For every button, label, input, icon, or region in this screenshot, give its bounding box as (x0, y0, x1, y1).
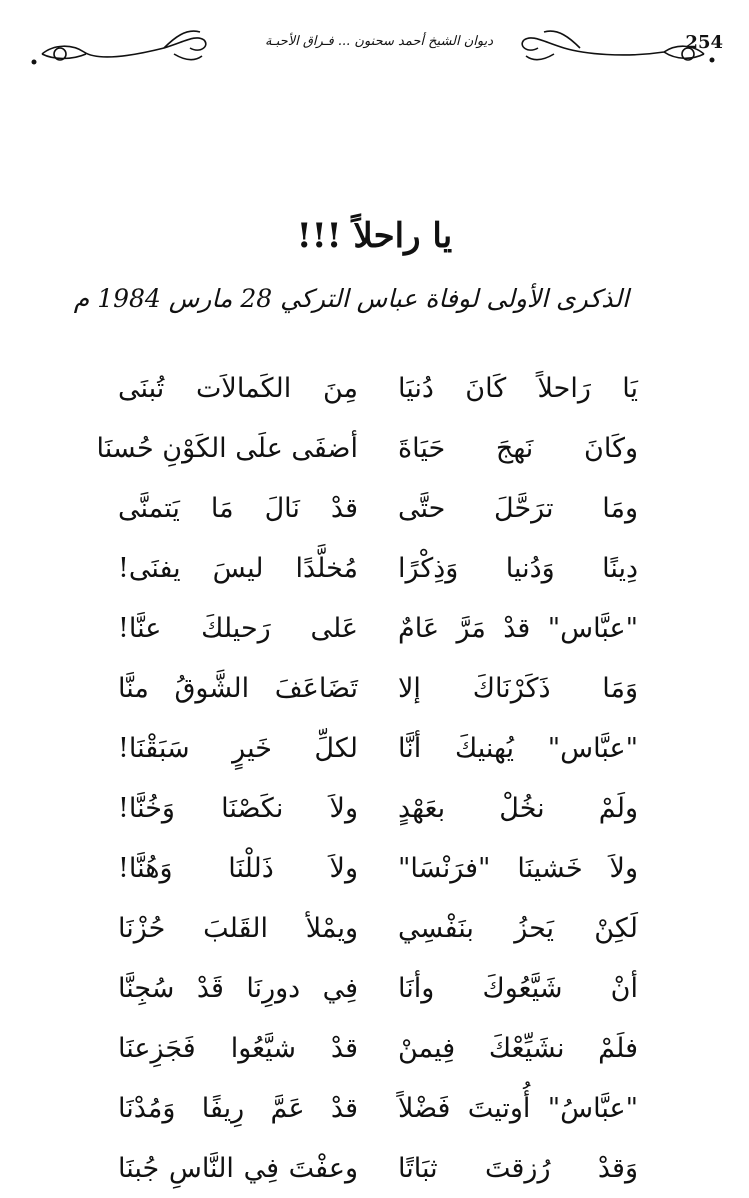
verse-first-hemistich: "عبَّاسُ" أُوتيتَ فَضْلاً (398, 1092, 638, 1124)
verse-second-hemistich: مِنَ الكَمالاَت تُبنَى (118, 372, 358, 404)
verse-first-hemistich: فلَمْ نشَيِّعْكَ فِيمنْ (398, 1032, 638, 1064)
verse-first-hemistich: ولَمْ نخُلْ بعَهْدٍ (398, 792, 638, 824)
verse-first-hemistich: "عبَّاس" قدْ مَرَّ عَامٌ (398, 612, 638, 644)
verse-line (118, 718, 638, 778)
verse-first-hemistich: يَا رَاحلاً كَانَ دُنيَا (398, 372, 638, 404)
poem-title: يا راحلاً !!! (296, 216, 453, 256)
verse-line (118, 1138, 638, 1198)
verse-second-hemistich: ولاَ نكَصْنَا وَخُنَّا! (118, 792, 358, 824)
page-number: 254 (685, 32, 723, 53)
verse-line (118, 778, 638, 838)
verse-line (118, 358, 638, 418)
running-head-text: ديوان الشيخ أحمد سحنون ... فـراق الأحبـة (264, 34, 494, 49)
verse-first-hemistich: دِينًا وَدُنيا وَذِكْرًا (398, 552, 638, 584)
verse-first-hemistich: وَمَا ذَكَرْنَاكَ إلا (398, 672, 638, 704)
verse-first-hemistich: وَقدْ رُزقتَ ثبَاتًا (398, 1152, 638, 1184)
verse-line (118, 478, 638, 538)
verse-second-hemistich: أضفَى علَى الكَوْنِ حُسنَا (96, 432, 358, 464)
verse-line (118, 538, 638, 598)
verse-second-hemistich: ولاَ ذَللْنَا وَهُنَّا! (118, 852, 358, 884)
verse-second-hemistich: قدْ شيَّعُوا فَجَزِعنَا (118, 1032, 358, 1064)
verse-line (96, 418, 638, 478)
verse-second-hemistich: ويمْلأ القَلبَ حُزْنَا (118, 912, 358, 944)
verse-first-hemistich: ومَا ترَحَّلَ حتَّى (398, 492, 638, 524)
verse-line (118, 1078, 638, 1138)
verse-line (118, 598, 638, 658)
verse-first-hemistich: لَكِنْ يَحزُ بنَفْسِي (398, 912, 638, 944)
verse-line (118, 958, 638, 1018)
verse-line (118, 838, 638, 898)
verse-line (118, 1018, 638, 1078)
verse-first-hemistich: وكَانَ نَهجَ حَيَاةَ (398, 432, 638, 464)
verse-first-hemistich: ولاَ خَشينَا "فرَنْسَا" (398, 852, 638, 884)
poem-subtitle: الذكرى الأولى لوفاة عباس التركي 28 مارس 1984 م (73, 284, 629, 313)
verse-first-hemistich: "عبَّاس" يُهنيكَ أنَّا (398, 732, 638, 764)
verse-second-hemistich: قدْ نَالَ مَا يَتمنَّى (118, 492, 358, 524)
verse-first-hemistich: أنْ شَيَّعُوكَ وأنَا (398, 972, 638, 1004)
verse-line (118, 898, 638, 958)
verse-second-hemistich: قدْ عَمَّ رِيفًا وَمُدْنَا (118, 1092, 358, 1124)
running-header (24, 14, 725, 76)
verse-second-hemistich: فِي دورِنَا قَدْ سُجِنَّا (118, 972, 358, 1004)
poem-body (96, 358, 638, 1198)
verse-second-hemistich: وعفْتَ فِي النَّاسِ جُبنَا (118, 1152, 358, 1184)
verse-second-hemistich: تَضَاعَفَ الشَّوقُ منَّا (118, 672, 358, 704)
verse-second-hemistich: مُخلَّدًا ليسَ يفنَى! (118, 552, 358, 584)
verse-line (118, 658, 638, 718)
verse-second-hemistich: لكلِّ خَيرٍ سَبَقْنَا! (118, 732, 358, 764)
verse-second-hemistich: عَلى رَحيلكَ عنَّا! (118, 612, 358, 644)
